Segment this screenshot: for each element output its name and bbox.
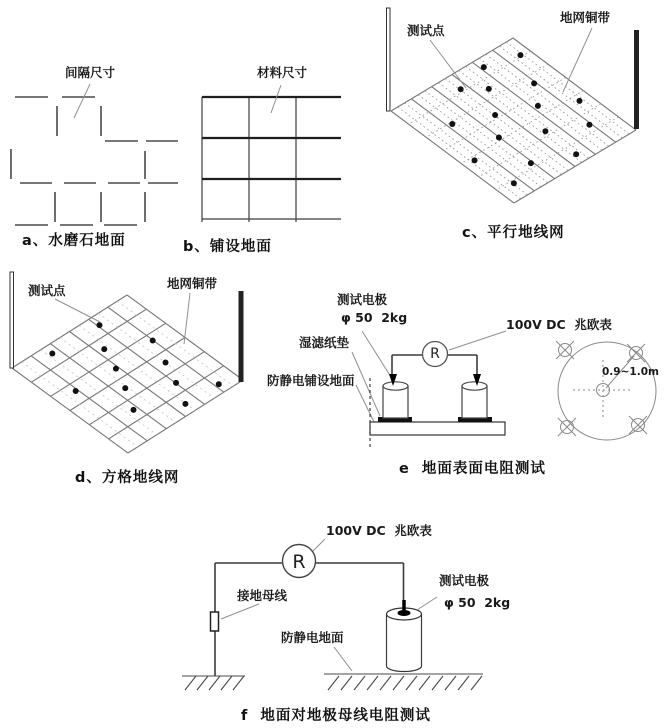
net-edge-line: [514, 130, 636, 203]
electrode-leader-line: [417, 597, 437, 610]
caption-a: a、水磨石地面: [22, 233, 126, 249]
antistatic-leader-line: [356, 385, 375, 424]
dotted-grid-line: [79, 325, 195, 410]
copper-strip-line: [432, 87, 555, 179]
test-point-dot: [101, 346, 107, 352]
electrode-spec-f: φ 50 2kg: [444, 595, 511, 610]
ground-busbar-label: 接地母线: [237, 588, 288, 603]
dotted-grid-line: [41, 350, 157, 435]
hatch-tick: [393, 676, 404, 690]
electrode-leader-line: [362, 331, 391, 377]
hatch-tick: [458, 676, 469, 690]
hatch-tick: [406, 676, 417, 690]
electrode-label-f: 测试电极: [439, 573, 490, 588]
test-electrode-cylinder: [462, 374, 487, 418]
electrode-spacing-label: 0.9~1.0m: [602, 366, 659, 378]
copper-strip-label-d: 地网铜带: [167, 276, 218, 291]
test-point-dot: [122, 385, 128, 391]
floor-to-bus-resistance-test: [182, 539, 483, 690]
dotted-grid-line: [506, 42, 629, 134]
hatch-tick: [341, 676, 352, 690]
test-point-dot: [511, 180, 517, 186]
test-point-dot: [49, 351, 55, 357]
test-point-dot: [573, 151, 579, 157]
test-point-dot: [449, 121, 455, 127]
test-point-dot: [577, 98, 583, 104]
copper-strip-label-c: 地网铜带: [560, 10, 611, 25]
hatch-tick: [419, 676, 430, 690]
test-point-dot: [535, 103, 541, 109]
plan-electrode-position: [627, 344, 645, 362]
antistatic-floor-hatch: [324, 674, 483, 690]
test-point-dot: [486, 86, 492, 92]
test-point-dot: [131, 407, 137, 413]
test-point-dot: [182, 401, 188, 407]
plan-electrode-position: [556, 341, 574, 359]
caption-c: c、平行地线网: [462, 225, 565, 241]
test-point-dot: [472, 157, 478, 163]
plan-electrode-position: [629, 416, 647, 434]
hatch-tick: [432, 676, 443, 690]
floor-board: [370, 422, 505, 435]
hatch-tick: [380, 676, 391, 690]
material-size-label: 材料尺寸: [257, 65, 308, 80]
test-point-dot: [492, 112, 498, 118]
net-edge-line: [391, 38, 513, 111]
test-point-label-d: 测试点: [28, 283, 66, 298]
test-point-dot: [542, 128, 548, 134]
test-point-dot: [458, 86, 464, 92]
copper-strip-leader-line: [563, 28, 592, 92]
test-point-leader-line: [430, 40, 466, 88]
test-point-dot: [150, 338, 156, 344]
left-post: [10, 272, 14, 368]
test-point-dot: [481, 64, 487, 70]
caption-d: d、方格地线网: [75, 470, 180, 486]
antistatic-leader-line: [334, 647, 352, 671]
test-point-dot: [216, 381, 222, 387]
test-point-dot: [73, 388, 79, 394]
hatch-tick: [328, 676, 339, 690]
megger-leader-line: [449, 331, 506, 350]
left-post: [387, 8, 391, 111]
megger-label-e: 100V DC 兆欧表: [506, 317, 612, 332]
terrazzo-floor-grid: [11, 84, 178, 225]
parallel-ground-net: [391, 38, 636, 203]
test-point-dot: [496, 135, 502, 141]
dotted-grid-line: [117, 301, 233, 386]
megger-label-f: 100V DC 兆欧表: [326, 523, 432, 538]
material-leader-line: [271, 85, 281, 113]
spacing-leader-line: [74, 84, 90, 118]
hatch-tick: [445, 676, 456, 690]
dotted-grid-line: [60, 338, 176, 423]
caption-b: b、铺设地面: [183, 239, 272, 255]
copper-strip-line: [493, 50, 616, 142]
meter-symbol-e: R: [430, 346, 440, 362]
plan-electrode-position: [558, 418, 576, 436]
paved-floor-grid: [202, 85, 341, 222]
caption-f: f 地面对地极母线电阻测试: [241, 708, 431, 724]
test-electrode-cylinder: [383, 374, 408, 418]
antistatic-floor-label-e: 防静电铺设地面: [267, 373, 355, 388]
caption-e: e 地面表面电阻测试: [399, 461, 546, 477]
test-point-dot: [531, 80, 537, 86]
hatch-tick: [354, 676, 365, 690]
hatch-tick: [471, 676, 482, 690]
dotted-grid-line: [98, 313, 214, 398]
right-post: [239, 291, 244, 382]
test-point-dot: [528, 160, 534, 166]
copper-strip-line: [452, 75, 575, 167]
right-post: [634, 30, 639, 129]
copper-strip-line: [31, 356, 147, 441]
copper-strip-line: [12, 368, 128, 453]
surface-resistance-test: [352, 331, 656, 450]
test-point-dot: [163, 360, 169, 366]
wet-paper-pad-label: 湿滤纸垫: [299, 335, 350, 350]
test-point-label-c: 测试点: [407, 23, 445, 38]
busbar-leader-line: [221, 604, 259, 619]
copper-strip-line: [472, 62, 595, 154]
copper-strip-leader-line: [184, 293, 190, 344]
earth-ground-symbol: [182, 676, 245, 690]
test-electrode-cylinder: [387, 600, 422, 672]
dotted-grid-line: [418, 95, 541, 187]
megger-leader-line: [312, 539, 325, 552]
test-point-dot: [96, 322, 102, 328]
square-ground-net: [12, 295, 243, 453]
test-point-dot: [173, 380, 179, 386]
antistatic-floor-label-f: 防静电地面: [281, 630, 344, 645]
test-point-dot: [586, 122, 592, 128]
meter-symbol-f: R: [292, 551, 306, 573]
dotted-grid-line: [398, 107, 521, 199]
test-point-dot: [517, 52, 523, 58]
ground-busbar-terminal: [211, 612, 219, 631]
test-point-dot: [113, 366, 119, 372]
electrode-spec-e: φ 50 2kg: [341, 310, 408, 325]
copper-strip-line: [50, 344, 166, 429]
hatch-tick: [367, 676, 378, 690]
electrode-placement-plan: [556, 341, 656, 440]
dotted-grid-line: [22, 362, 138, 447]
test-point-leader-line: [55, 299, 100, 322]
spacing-size-label: 间隔尺寸: [65, 65, 116, 80]
copper-strip-line: [411, 99, 534, 191]
electrode-label-e: 测试电极: [337, 292, 388, 307]
